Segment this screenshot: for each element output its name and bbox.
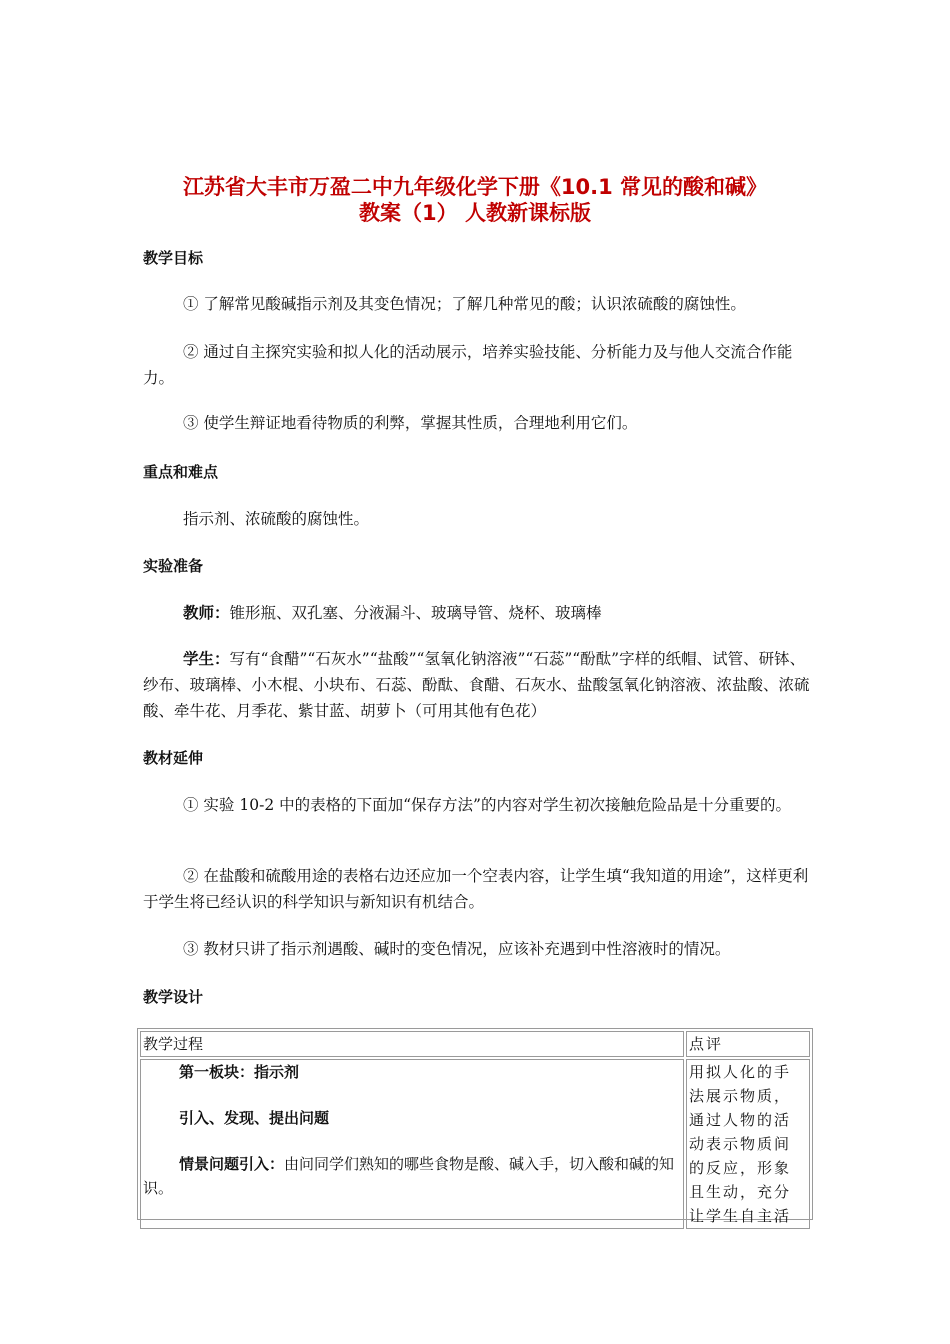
block-title: 第一板块：指示剂	[179, 1063, 300, 1081]
key-points-heading: 重点和难点	[143, 463, 219, 481]
extension-heading: 教材延伸	[143, 749, 204, 767]
comment-cell: 用拟人化的手法展示物质，通过人物的活动表示物质间的反应，形象且生动，充分让学生自主活	[686, 1059, 810, 1229]
col-comment-header: 点评	[686, 1031, 810, 1057]
goal-item-2: ② 通过自主探究实验和拟人化的活动展示，培养实验技能、分析能力及与他人交流合作能力。	[143, 343, 793, 387]
design-heading: 教学设计	[143, 988, 204, 1006]
goal-item-3: ③ 使学生辩证地看待物质的利弊，掌握其性质，合理地利用它们。	[183, 414, 638, 432]
extension-item-1: ① 实验 10-2 中的表格的下面加“保存方法”的内容对学生初次接触危险品是十分重要的。	[183, 796, 791, 814]
intro-label: 情景问题引入：	[179, 1155, 285, 1173]
document-title-line2: 教案（1） 人教新课标版	[359, 201, 591, 225]
student-materials	[143, 646, 810, 724]
student-text: 写有“食醋”“石灰水”“盐酸”“氢氧化钠溶液”“石蕊”“酚酞”字样的纸帽、试管、研钵、纱布、玻璃棒、小木棍、小块布、石蕊、酚酞、食醋、石灰水、盐酸氢氧化钠溶液、浓盐酸、浓硫酸、牵牛花、月季花、紫甘蓝、胡萝卜（可用其他有色花）	[143, 650, 810, 720]
goal-item-1: ① 了解常见酸碱指示剂及其变色情况；了解几种常见的酸；认识浓硫酸的腐蚀性。	[183, 295, 746, 313]
teacher-materials	[143, 600, 810, 626]
extension-item-3: ③ 教材只讲了指示剂遇酸、碱时的变色情况，应该补充遇到中性溶液时的情况。	[183, 940, 731, 958]
intro-text: 由问同学们熟知的哪些食物是酸、碱入手，切入酸和碱的知识。	[143, 1155, 675, 1197]
lesson-table	[137, 1028, 813, 1225]
sub-title: 引入、发现、提出问题	[179, 1109, 330, 1127]
student-label: 学生：	[183, 650, 230, 668]
extension-item-2: ② 在盐酸和硫酸用途的表格右边还应加一个空表内容，让学生填“我知道的用途”，这样更利于学生将已经认识的科学知识与新知识有机结合。	[143, 867, 809, 911]
preparation-heading: 实验准备	[143, 557, 204, 575]
intro-paragraph	[143, 1152, 681, 1200]
table-header-row	[140, 1031, 810, 1057]
teacher-text: 锥形瓶、双孔塞、分液漏斗、玻璃导管、烧杯、玻璃棒	[229, 604, 602, 622]
key-points-text: 指示剂、浓硫酸的腐蚀性。	[183, 510, 370, 528]
teacher-label: 教师：	[183, 604, 230, 622]
col-process-header: 教学过程	[140, 1031, 684, 1057]
process-cell	[140, 1059, 684, 1229]
goals-heading: 教学目标	[143, 249, 204, 267]
document-title-line1: 江苏省大丰市万盈二中九年级化学下册《10.1 常见的酸和碱》	[182, 175, 768, 199]
table-row	[140, 1059, 810, 1229]
